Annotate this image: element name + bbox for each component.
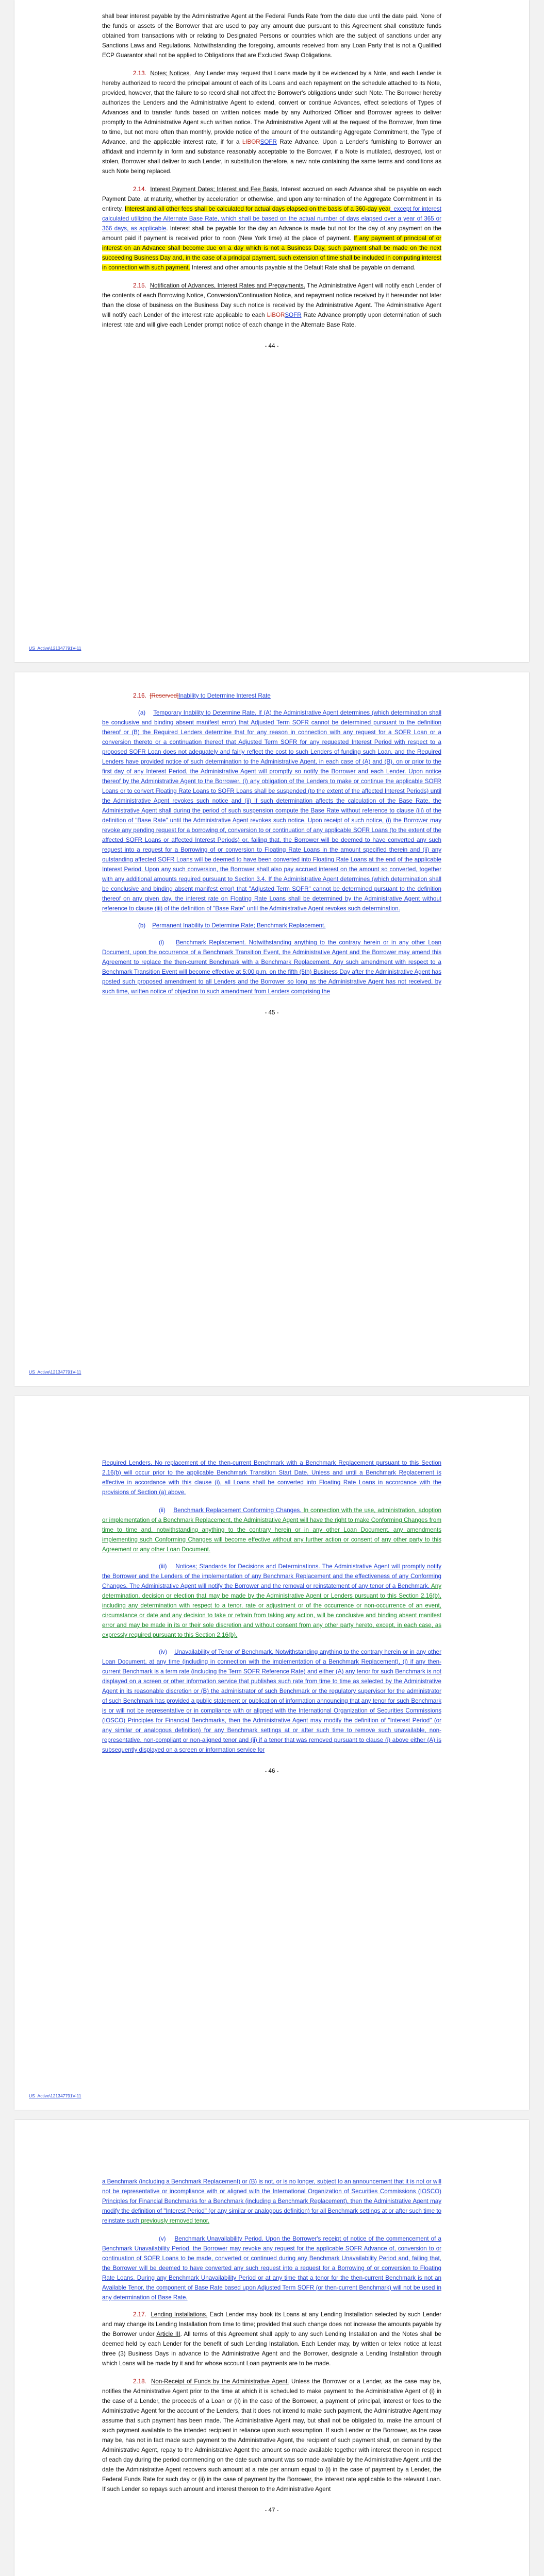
clause-2-16-b-iii: (iii) Notices; Standards for Decisions and Determinations. The Administrative Agent will promptly notify the Borrower and the Lenders of the implementation of any Benchmark Replacement and the effectiveness of any Conforming Changes. The Administrative Agent will notify the Borrower and the removal or reinstatement of any tenor of a Benchmark. Any determination, decision or election that may be made by the Administrative Agent or Lenders pursuant to this Section 2.16(b), including any determination with respect to a tenor, rate or adjustment or of the occurrence or non-occurrence of an event, circumstance or date and any decision to take or refrain from taking any action, will be conclusive and binding absent manifest error and may be made in its or their sole discretion and without consent from any other party hereto, except, in each case, as expressly required pursuant to this Section 2.16(b). <box>102 1563 441 1638</box>
footer-doc-id: US_Active\121347791V-11 <box>29 646 81 651</box>
article-iii-link[interactable]: Article III <box>156 2331 180 2337</box>
clause-2-16-a: (a) Temporary Inability to Determine Rate. If (A) the Administrative Agent determines (which determination shall be conclusive and binding absent manifest error) that Adjusted Term SOFR cannot be determined pursuant to the definition thereof or (B) the Required Lenders determine that for any reason in connection with any request for a SOFR Loan or a conversion thereto or a continuation thereof that Adjusted Term SOFR for any requested Interest Period with respect to a proposed SOFR Loan does not adequately and fairly reflect the cost to such Lenders of funding such Loan, and the Required Lenders have provided notice of such determination to the Administrative Agent, in each case of (A) and (B), on or prior to the first day of any Interest Period, the Administrative Agent will promptly so notify the Borrower and each Lender. Upon notice thereof by the Administrative Agent to the Borrower, (i) any obligation of the Lenders to make or continue the applicable SOFR Loans or to convert Floating Rate Loans to SOFR Loans shall be suspended (to the extent of the affected Interest Periods) until the Administrative Agent revokes such notice and (ii) if such determination affects the calculation of the Base Rate, the Administrative Agent shall during the period of such suspension compute the Base Rate without reference to clause (iii) of the definition of "Base Rate" until the Administrative Agent revokes such notice. Upon receipt of such notice, (i) the Borrower may revoke any pending request for a borrowing of, conversion to or continuation of any applicable SOFR Loans (to the extent of the affected SOFR Loans or affected Interest Periods) or, failing that, the Borrower will be deemed to have converted any such request into a request for a Borrowing of or conversion to Floating Rate Loans in the amount specified therein and (ii) any outstanding affected SOFR Loans will be deemed to have been converted into Floating Rate Loans at the end of the applicable Interest Period. Upon any such conversion, the Borrower shall also pay accrued interest on the amount so converted, together with any additional amounts required pursuant to Section 3.4. If the Administrative Agent determines (which determination shall be conclusive and binding absent manifest error) that "Adjusted Term SOFR" cannot be determined pursuant to the definition thereof on any given day, the interest rate on Floating Rate Loans shall be determined by the Administrative Agent without reference to clause (iii) of the definition of "Base Rate" until the Administrative Agent revokes such determination. <box>102 709 441 912</box>
footer-doc-id: US_Active\121347791V-11 <box>29 2093 81 2098</box>
footer-doc-id: US_Active\121347791V-11 <box>29 1369 81 1375</box>
section-2-16-heading: 2.16. [Reserved]Inability to Determine Interest Rate <box>133 692 271 699</box>
clause-2-16-b: (b) Permanent Inability to Determine Rate; Benchmark Replacement. <box>138 922 326 929</box>
clause-2-16-b-i: (i) Benchmark Replacement. Notwithstanding anything to the contrary herein or in any other Loan Document, upon the occurrence of a Benchmark Transition Event, the Administrative Agent and the Borrower may amend this Agreement to replace the then-current Benchmark with a Benchmark Replacement. Any such amendment with respect to a Benchmark Transition Event will become effective at 5:00 p.m. on the fifth (5th) Business Day after the Administrative Agent has posted such proposed amendment to all Lenders and the Borrower so long as the Administrative Agent has not received, by such time, written notice of objection to such amendment from Lenders comprising the <box>102 939 441 995</box>
section-2-13: 2.13. Notes; Notices. Any Lender may request that Loans made by it be evidenced by a Note, and each Lender is hereby authorized to record the principal amount of each of its Loans and each repayment on the schedule attached to its Note, provided, however, that the failure to so record shall not affect the Borrower's obligations under such Note. The Borrower hereby authorizes the Lenders and the Administrative Agent to extend, convert or continue Advances, effect selections of Types of Advances and to transfer funds based on written notices made by any Authorized Officer and Borrower agrees to deliver promptly to the Administrative Agent such written notice. The Administrative Agent will at the request of the Borrower, from time to time, but not more often than monthly, provide notice of the amount of the outstanding Aggregate Commitment, the Type of Advance, and the applicable interest rate, if for a LIBORSOFR Rate Advance. Upon a Lender's furnishing to Borrower an affidavit and indemnity in form and substance reasonably acceptable to the Borrower, if a Note is mutilated, destroyed, lost or stolen, Borrower shall deliver to such Lender, in substitution therefore, a new note containing the same terms and conditions as such Note being replaced. <box>102 70 442 175</box>
clause-2-16-b-ii: (ii) Benchmark Replacement Conforming Changes. In connection with the use, administration, adoption or implementation of a Benchmark Replacement, the Administrative Agent will have the right to make Conforming Changes from time to time and, notwithstanding anything to the contrary herein or in any other Loan Document, any amendments implementing such Conforming Changes will become effective without any further action or consent of any other party to this Agreement or any other Loan Document. <box>102 1507 442 1553</box>
page-47 <box>14 2120 529 2576</box>
clause-2-16-b-iv-continued: a Benchmark (including a Benchmark Replacement) or (B) is not, or is no longer, subject to an announcement that it is not or will not be representative or incompliance with or aligned with the International Organization of Securities Commissions (IOSCO) Principles for Financial Benchmarks for a Benchmark (including a Benchmark Replacement), then the Administrative Agent may modify the definition of "Interest Period" (or any similar or analogous definition) for all Benchmark settings at or after such time to reinstate such previously removed tenor. <box>102 2178 441 2224</box>
section-2-17: 2.17. Lending Installations. Each Lender may book its Loans at any Lending Installation selected by such Lender and may change its Lending Installation from time to time; provided that such change does not increase the amounts payable by the Borrower under Article III. All terms of this Agreement shall apply to any such Lending Installation and the Notes shall be deemed held by each Lender for the benefit of such Lending Installation. Each Lender may, by written or telex notice at least three (3) Business Days in advance to the Administrative Agent and the Borrower, designate a Lending Installation through which Loans will be made by it and for whose account Loan payments are to be made. <box>102 2311 441 2367</box>
clause-2-16-b-i-continued: Required Lenders. No replacement of the then-current Benchmark with a Benchmark Replacement pursuant to this Section 2.16(b) will occur prior to the applicable Benchmark Transition Start Date. Unless and until a Benchmark Replacement is effective in accordance with this clause (i), all Loans shall be converted into Floating Rate Loans in accordance with the provisions of Section (a) above. <box>102 1460 441 1496</box>
page-number: - 46 - <box>265 1768 279 1774</box>
section-2-18: 2.18. Non-Receipt of Funds by the Administrative Agent. Unless the Borrower or a Lender, as the case may be, notifies the Administrative Agent prior to the time at which it is scheduled to make payment to the Administrative Agent of (i) in the case of a Lender, the proceeds of a Loan or (ii) in the case of the Borrower, a payment of principal, interest or fees to the Administrative Agent for the account of the Lenders, that it does not intend to make such payment, the Administrative Agent may assume that such payment has been made. The Administrative Agent may, but shall not be obligated to, make the amount of such payment available to the intended recipient in reliance upon such assumption. If such Lender or the Borrower, as the case may be, has not in fact made such payment to the Administrative Agent, the recipient of such payment shall, on demand by the Administrative Agent, repay to the Administrative Agent the amount so made available together with interest thereon in respect of each day during the period commencing on the date such amount was so made available by the Administrative Agent until the date the Administrative Agent recovers such amount at a rate per annum equal to (i) in the case of payment by a Lender, the Federal Funds Rate for such day or (ii) in the case of payment by the Borrower, the interest rate applicable to the relevant Loan. If such Lender so repays such amount and interest thereon to the Administrative Agent <box>102 2378 441 2493</box>
section-2-14: 2.14. Interest Payment Dates; Interest and Fee Basis. Interest accrued on each Advance shall be payable on each Payment Date, at maturity, whether by acceleration or otherwise, and upon any termination of the Aggregate Commitment in its entirety. Interest and all other fees shall be calculated for actual days elapsed on the basis of a 360-day year, except for interest calculated utilizing the Alternate Base Rate, which shall be based on the actual number of days elapsed over a year of 365 or 366 days, as applicable. Interest shall be payable for the day an Advance is made but not for the day of any payment on the amount paid if payment is received prior to noon (New York time) at the place of payment. If any payment of principal of or interest on an Advance shall become due on a day which is not a Business Day, such payment shall be made on the next succeeding Business Day and, in the case of a principal payment, such extension of time shall be included in computing interest in connection with such payment. Interest and other amounts payable at the Default Rate shall be payable on demand. <box>102 186 441 271</box>
section-2-15: 2.15. Notification of Advances, Interest Rates and Prepayments. The Administrative Agent will notify each Lender of the contents of each Borrowing Notice, Conversion/Continuation Notice, and repayment notice received by it hereunder not later than the close of business on the Business Day such notice is received by the Administrative Agent. The Administrative Agent will notify each Lender of the interest rate applicable to each LIBORSOFR Rate Advance promptly upon determination of such interest rate and will give each Lender prompt notice of each change in the Alternate Base Rate. <box>102 282 442 328</box>
page-46 <box>14 1396 529 2110</box>
paragraph-continuation: shall bear interest payable by the Administrative Agent at the Federal Funds Rate from the date due until the date paid. None of the funds or assets of the Borrower that are used to pay any amount due pursuant to this Agreement shall constitute funds obtained from transactions with or relating to Designated Persons or countries which are the subject of sanctions under any Sanctions Laws and Regulations. Notwithstanding the foregoing, amounts received from any Loan Party that is not a Qualified ECP Guarantor shall not be applied to Obligations that are Excluded Swap Obligations. <box>102 13 441 59</box>
page-number: - 44 - <box>265 343 279 349</box>
page-44 <box>14 0 529 662</box>
page-number: - 45 - <box>265 1009 279 1016</box>
page-45 <box>14 672 529 1386</box>
clause-2-16-b-iv: (iv) Unavailability of Tenor of Benchmark. Notwithstanding anything to the contrary herein or in any other Loan Document, at any time (including in connection with the implementation of a Benchmark Replacement), (i) if any then-current Benchmark is a term rate (including the Term SOFR Reference Rate) and either (A) any tenor for such Benchmark is not displayed on a screen or other information service that publishes such rate from time to time as selected by the Administrative Agent in its reasonable discretion or (B) the administrator of such Benchmark or the regulatory supervisor for the administrator of such Benchmark has provided a public statement or publication of information announcing that any tenor for such Benchmark is or will not be representative or in compliance with or aligned with the International Organization of Securities Commissions (IOSCO) Principles for Financial Benchmarks, then the Administrative Agent may modify the definition of "Interest Period" (or any similar or analogous definition) for any Benchmark settings at or after such time to remove such unavailable, non-representative, non-compliant or non-aligned tenor and (ii) if a tenor that was removed pursuant to clause (i) above either (A) is subsequently displayed on a screen or information service for <box>102 1649 441 1753</box>
clause-2-16-b-v: (v) Benchmark Unavailability Period. Upon the Borrower's receipt of notice of the commencement of a Benchmark Unavailability Period, the Borrower may revoke any request for the applicable SOFR Advance of, conversion to or continuation of SOFR Loans to be made, converted or continued during any Benchmark Unavailability Period and, failing that, the Borrower will be deemed to have converted any such request into a request for a Borrowing of or conversion to Floating Rate Loans. During any Benchmark Unavailability Period or at any time that a tenor for the then-current Benchmark is not an Available Tenor, the component of Base Rate based upon Adjusted Term SOFR (or then-current Benchmark) will not be used in any determination of Base Rate. <box>102 2235 442 2301</box>
page-number: - 47 - <box>265 2507 279 2514</box>
